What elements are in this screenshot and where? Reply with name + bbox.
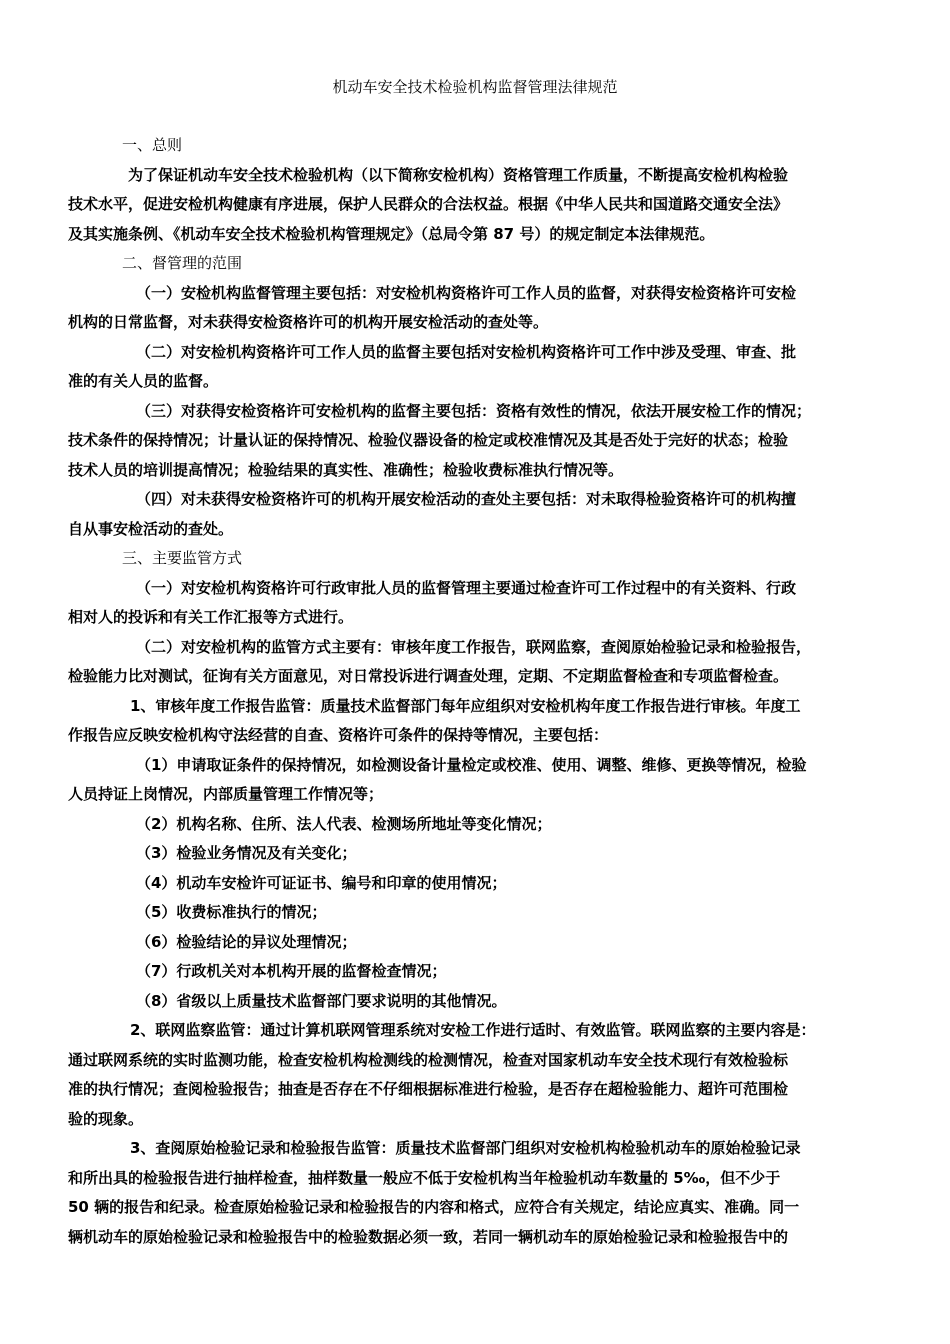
paragraph-line: （3）检验业务情况及有关变化； xyxy=(136,844,357,862)
paragraph-line: （二）对安检机构的监管方式主要有：审核年度工作报告，联网监察，查阅原始检验记录和检验报告， xyxy=(136,638,812,656)
paragraph-line: （4）机动车安检许可证证书、编号和印章的使用情况； xyxy=(136,874,507,892)
paragraph-line: 机构的日常监督，对未获得安检资格许可的机构开展安检活动的查处等。 xyxy=(68,313,549,331)
paragraph-line: （二）对安检机构资格许可工作人员的监督主要包括对安检机构资格许可工作中涉及受理、审查、批 xyxy=(136,343,797,361)
paragraph-line: 相对人的投诉和有关工作汇报等方式进行。 xyxy=(68,608,354,626)
paragraph-line: 和所出具的检验报告进行抽样检查，抽样数量一般应不低于安检机构当年检验机动车数量的 5‰，但不少于 xyxy=(68,1169,781,1187)
paragraph-line: 为了保证机动车安全技术检验机构（以下简称安检机构）资格管理工作质量，不断提高安检机构检验 xyxy=(128,166,789,184)
paragraph-line: （5）收费标准执行的情况； xyxy=(136,903,327,921)
paragraph-line: 准的执行情况；查阅检验报告；抽查是否存在不仔细根据标准进行检验，是否存在超检验能力、超许可范围检 xyxy=(68,1080,789,1098)
paragraph-line: 自从事安检活动的查处。 xyxy=(68,520,234,538)
section-heading: 三、主要监管方式 xyxy=(122,549,243,567)
paragraph-line: 3、查阅原始检验记录和检验报告监管：质量技术监督部门组织对安检机构检验机动车的原始检验记录 xyxy=(130,1139,801,1157)
paragraph-line: 验的现象。 xyxy=(68,1110,144,1128)
paragraph-line: （三）对获得安检资格许可安检机构的监督主要包括：资格有效性的情况，依法开展安检工作的情况； xyxy=(136,402,812,420)
paragraph-line: 辆机动车的原始检验记录和检验报告中的检验数据必须一致，若同一辆机动车的原始检验记录和检验报告中的 xyxy=(68,1228,789,1246)
paragraph-line: 2、联网监察监管：通过计算机联网管理系统对安检工作进行适时、有效监管。联网监察的主要内容是： xyxy=(130,1021,816,1039)
paragraph-line: 1、审核年度工作报告监管：质量技术监督部门每年应组织对安检机构年度工作报告进行审核。年度工 xyxy=(130,697,801,715)
paragraph-line: 及其实施条例、《机动车安全技术检验机构管理规定》（总局令第 87 号）的规定制定本法律规范。 xyxy=(68,225,715,243)
paragraph-line: 作报告应反映安检机构守法经营的自查、资格许可条件的保持等情况，主要包括： xyxy=(68,726,609,744)
paragraph-line: （8）省级以上质量技术监督部门要求说明的其他情况。 xyxy=(136,992,507,1010)
paragraph-line: 50 辆的报告和纪录。检查原始检验记录和检验报告的内容和格式，应符合有关规定，结论应真实、准确。同一 xyxy=(68,1198,800,1216)
paragraph-line: 人员持证上岗情况，内部质量管理工作情况等； xyxy=(68,785,384,803)
paragraph-line: （6）检验结论的异议处理情况； xyxy=(136,933,357,951)
paragraph-line: 检验能力比对测试，征询有关方面意见，对日常投诉进行调查处理，定期、不定期监督检查和专项监督检查。 xyxy=(68,667,789,685)
paragraph-line: 技术水平，促进安检机构健康有序进展，保护人民群众的合法权益。根据《中华人民共和国道路交通安全法》 xyxy=(68,195,789,213)
paragraph-line: （1）申请取证条件的保持情况，如检测设备计量检定或校准、使用、调整、维修、更换等情况，检验 xyxy=(136,756,807,774)
paragraph-line: 准的有关人员的监督。 xyxy=(68,372,219,390)
section-heading: 一、总则 xyxy=(122,136,183,154)
paragraph-line: （7）行政机关对本机构开展的监督检查情况； xyxy=(136,962,447,980)
paragraph-line: （一）对安检机构资格许可行政审批人员的监督管理主要通过检查许可工作过程中的有关资料、行政 xyxy=(136,579,797,597)
paragraph-line: 技术条件的保持情况；计量认证的保持情况、检验仪器设备的检定或校准情况及其是否处于完好的状态；检验 xyxy=(68,431,789,449)
paragraph-line: （四）对未获得安检资格许可的机构开展安检活动的查处主要包括：对未取得检验资格许可的机构擅 xyxy=(136,490,797,508)
paragraph-line: 通过联网系统的实时监测功能，检查安检机构检测线的检测情况，检查对国家机动车安全技术现行有效检验标 xyxy=(68,1051,789,1069)
paragraph-line: （2）机构名称、住所、法人代表、检测场所地址等变化情况； xyxy=(136,815,552,833)
document-title: 机动车安全技术检验机构监督管理法律规范 xyxy=(332,78,618,96)
section-heading: 二、督管理的范围 xyxy=(122,254,243,272)
paragraph-line: （一）安检机构监督管理主要包括：对安检机构资格许可工作人员的监督，对获得安检资格许可安检 xyxy=(136,284,797,302)
paragraph-line: 技术人员的培训提高情况；检验结果的真实性、准确性；检验收费标准执行情况等。 xyxy=(68,461,624,479)
